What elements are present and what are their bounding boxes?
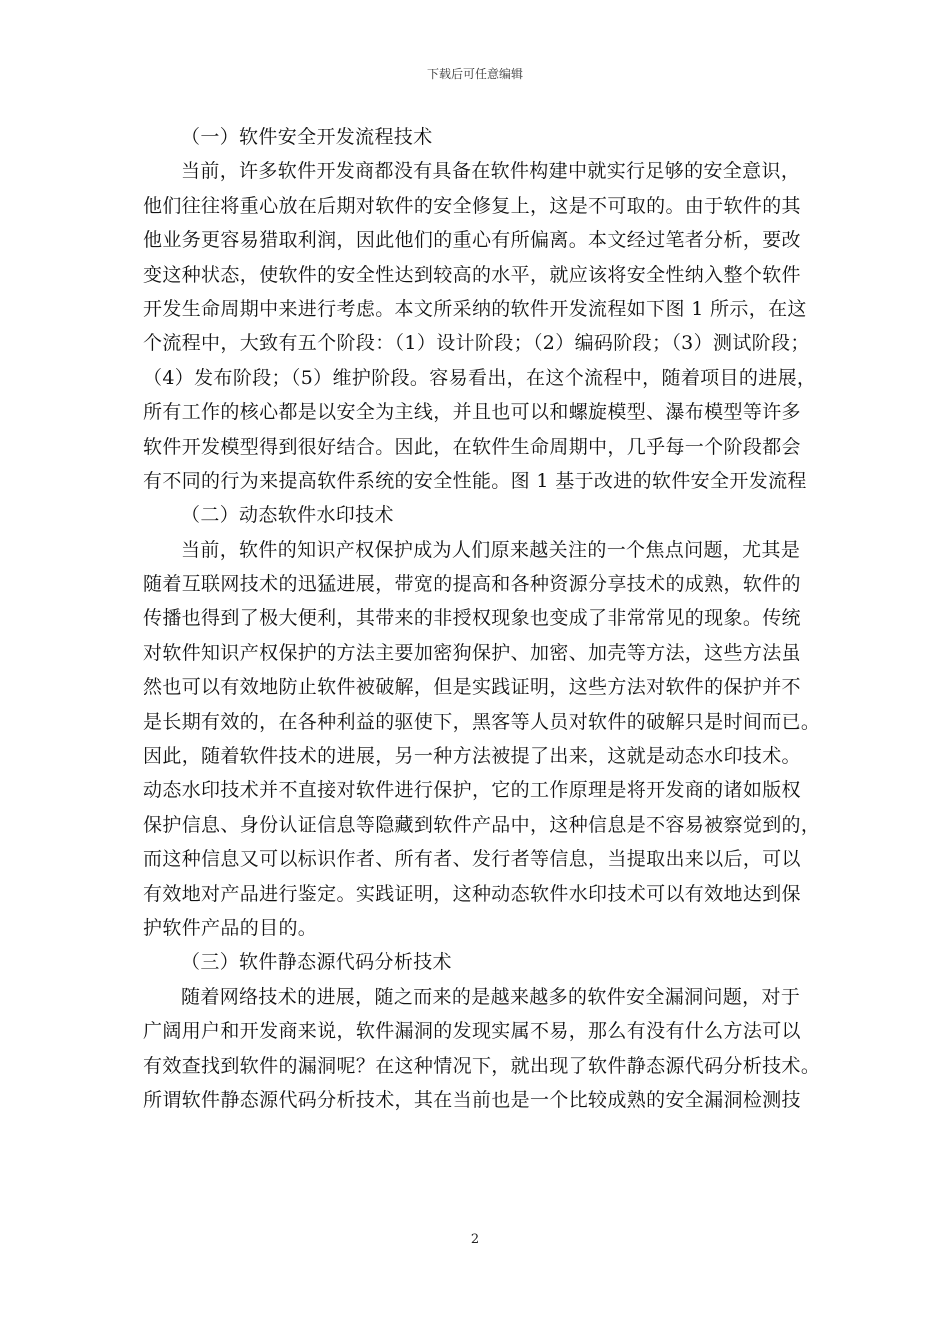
header-note: 下载后可任意编辑 [426, 67, 523, 81]
page-number: 2 [470, 1232, 480, 1247]
section-heading-3: （三）软件静态源代码分析技术 [181, 951, 452, 974]
paragraph-line: 有效查找到软件的漏洞呢？在这种情况下，就出现了软件静态源代码分析技术。 [143, 1054, 821, 1077]
paragraph-line: 个流程中，大致有五个阶段：（1）设计阶段；（2）编码阶段；（3）测试阶段； [143, 332, 810, 355]
paragraph-line: 动态水印技术并不直接对软件进行保护，它的工作原理是将开发商的诸如版权 [143, 779, 801, 802]
paragraph-line: （4）发布阶段；（5）维护阶段。容易看出，在这个流程中，随着项目的进展， [143, 366, 817, 389]
paragraph-line: 然也可以有效地防止软件被破解，但是实践证明，这些方法对软件的保护并不 [143, 676, 801, 699]
paragraph-line: 随着网络技术的进展，随之而来的是越来越多的软件安全漏洞问题，对于 [181, 985, 801, 1008]
paragraph-line: 他们往往将重心放在后期对软件的安全修复上，这是不可取的。由于软件的其 [143, 194, 801, 217]
paragraph-line: 是长期有效的，在各种利益的驱使下，黑客等人员对软件的破解只是时间而已。 [143, 710, 821, 733]
paragraph-line: 有不同的行为来提高软件系统的安全性能。图 1 基于改进的软件安全开发流程 [143, 469, 807, 492]
paragraph-line: 传播也得到了极大便利，其带来的非授权现象也变成了非常常见的现象。传统 [143, 607, 801, 630]
paragraph-line: 护软件产品的目的。 [143, 916, 318, 939]
section-heading-1: （一）软件安全开发流程技术 [181, 126, 433, 148]
paragraph-line: 广阔用户和开发商来说，软件漏洞的发现实属不易，那么有没有什么方法可以 [143, 1020, 801, 1043]
section-heading-2: （二）动态软件水印技术 [181, 504, 394, 527]
paragraph-line: 所谓软件静态源代码分析技术，其在当前也是一个比较成熟的安全漏洞检测技 [143, 1088, 801, 1111]
paragraph-line: 变这种状态，使软件的安全性达到较高的水平，就应该将安全性纳入整个软件 [143, 263, 801, 286]
paragraph-line: 开发生命周期中来进行考虑。本文所采纳的软件开发流程如下图 1 所示，在这 [143, 297, 807, 320]
paragraph-line: 保护信息、身份认证信息等隐藏到软件产品中，这种信息是不容易被察觉到的， [143, 813, 821, 836]
paragraph-line: 当前，软件的知识产权保护成为人们原来越关注的一个焦点问题，尤其是 [181, 538, 801, 561]
paragraph-line: 有效地对产品进行鉴定。实践证明，这种动态软件水印技术可以有效地达到保 [143, 882, 801, 905]
paragraph-line: 软件开发模型得到很好结合。因此，在软件生命周期中，几乎每一个阶段都会 [143, 435, 801, 458]
paragraph-line: 随着互联网技术的迅猛进展，带宽的提高和各种资源分享技术的成熟，软件的 [143, 573, 801, 596]
paragraph-line: 因此，随着软件技术的进展，另一种方法被提了出来，这就是动态水印技术。 [143, 745, 801, 768]
paragraph-line: 当前，许多软件开发商都没有具备在软件构建中就实行足够的安全意识， [181, 160, 801, 183]
paragraph-line: 他业务更容易猎取利润，因此他们的重心有所偏离。本文经过笔者分析，要改 [143, 229, 801, 252]
paragraph-line: 对软件知识产权保护的方法主要加密狗保护、加密、加壳等方法，这些方法虽 [143, 641, 801, 664]
paragraph-line: 而这种信息又可以标识作者、所有者、发行者等信息，当提取出来以后，可以 [143, 848, 801, 871]
document-body [143, 120, 821, 1117]
paragraph-line: 所有工作的核心都是以安全为主线，并且也可以和螺旋模型、瀑布模型等许多 [143, 401, 801, 424]
